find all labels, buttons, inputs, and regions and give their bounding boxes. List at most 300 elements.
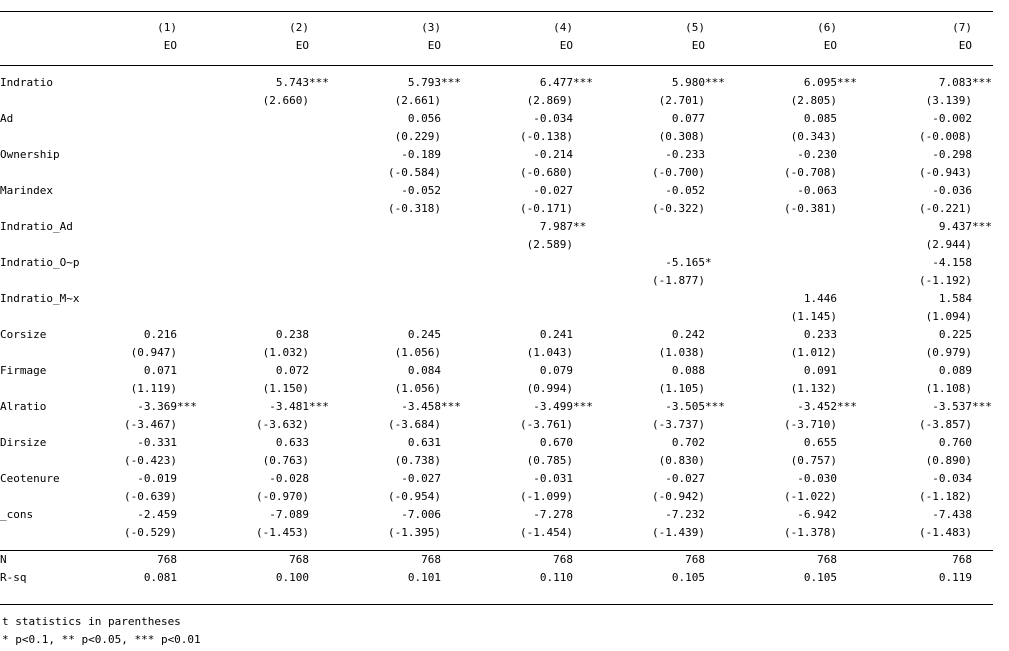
significance-stars: ** <box>573 220 587 233</box>
stat-value: 768 <box>421 553 441 566</box>
variable-name: Indratio_Ad <box>0 220 73 233</box>
coefficient-cell <box>330 362 462 380</box>
table-row-stat <box>0 551 993 569</box>
coefficient-cell <box>726 362 858 380</box>
significance-stars: *** <box>573 76 593 89</box>
coefficient-cell <box>198 398 330 416</box>
coefficient-cell <box>726 398 858 416</box>
t-statistic-cell: (-3.710) <box>784 418 837 431</box>
coefficient-cell <box>198 506 330 524</box>
coefficient-cell <box>66 326 198 344</box>
significance-stars: *** <box>972 400 992 413</box>
t-statistic-cell <box>462 272 594 290</box>
significance-stars: *** <box>309 76 329 89</box>
t-statistic-cell: (-0.942) <box>652 490 705 503</box>
t-statistic-cell: (2.869) <box>526 94 573 107</box>
variable-name: _cons <box>0 508 34 521</box>
coefficient-value: 0.702 <box>671 436 705 449</box>
t-statistic-cell: (2.589) <box>526 238 573 251</box>
variable-name-empty <box>0 164 66 182</box>
header-corner <box>0 37 66 55</box>
variable-name: Marindex <box>0 184 53 197</box>
variable-name: Corsize <box>0 328 47 341</box>
coefficient-value: -3.458 <box>401 400 441 413</box>
stat-value: 0.101 <box>407 571 441 584</box>
t-statistic-cell: (0.229) <box>394 130 441 143</box>
coefficient-cell <box>462 290 594 308</box>
coefficient-cell <box>726 74 858 92</box>
t-statistic-cell <box>726 236 858 254</box>
t-statistic-cell: (-0.008) <box>919 130 972 143</box>
t-statistic-cell: (-0.970) <box>256 490 309 503</box>
t-statistic-cell <box>66 308 198 326</box>
coefficient-value: -0.052 <box>665 184 705 197</box>
t-statistic-cell: (0.785) <box>526 454 573 467</box>
significance-stars: *** <box>705 76 725 89</box>
stat-value: 768 <box>817 553 837 566</box>
variable-name: Ownership <box>0 148 60 161</box>
coefficient-cell <box>858 218 993 236</box>
coefficient-value: -7.438 <box>932 508 972 521</box>
coefficient-cell <box>330 434 462 452</box>
coefficient-cell <box>462 182 594 200</box>
t-statistic-cell: (-1.192) <box>919 274 972 287</box>
coefficient-value: -0.034 <box>533 112 573 125</box>
t-statistic-cell: (-0.221) <box>919 202 972 215</box>
t-statistic-cell: (-1.378) <box>784 526 837 539</box>
coefficient-cell <box>858 146 993 164</box>
t-statistic-cell <box>594 308 726 326</box>
stat-value: 0.105 <box>803 571 837 584</box>
coefficient-cell <box>330 470 462 488</box>
t-statistic-cell: (2.944) <box>925 238 972 251</box>
coefficient-cell <box>858 254 993 272</box>
t-statistic-cell: (2.805) <box>790 94 837 107</box>
coefficient-value: 0.088 <box>671 364 705 377</box>
table-row-coefficient <box>0 74 993 92</box>
coefficient-value: 0.633 <box>275 436 309 449</box>
coefficient-cell <box>330 290 462 308</box>
coefficient-cell <box>594 434 726 452</box>
variable-name-empty <box>0 452 66 470</box>
table-row-tstat <box>0 344 993 362</box>
t-statistic-cell <box>330 236 462 254</box>
dependent-variable: EO <box>427 39 441 52</box>
table-row-coefficient <box>0 434 993 452</box>
coefficient-value: -3.537 <box>932 400 972 413</box>
significance-stars: *** <box>972 76 992 89</box>
t-statistic-cell <box>198 308 330 326</box>
spacer-before-stats <box>0 542 993 551</box>
coefficient-value: -0.030 <box>797 472 837 485</box>
t-statistic-cell: (0.994) <box>526 382 573 395</box>
model-number: (2) <box>289 21 309 34</box>
coefficient-value: 0.670 <box>539 436 573 449</box>
coefficient-value: -0.036 <box>932 184 972 197</box>
variable-name: Indratio_M~x <box>0 292 80 305</box>
table-row-stat <box>0 569 993 587</box>
coefficient-cell <box>330 146 462 164</box>
model-number: (1) <box>157 21 177 34</box>
t-statistic-cell: (-0.639) <box>124 490 177 503</box>
table-row-tstat <box>0 272 993 290</box>
significance-stars: *** <box>441 76 461 89</box>
t-statistic-cell <box>66 236 198 254</box>
coefficient-cell <box>726 506 858 524</box>
coefficient-cell <box>594 326 726 344</box>
table-row-coefficient <box>0 470 993 488</box>
t-statistic-cell: (-3.632) <box>256 418 309 431</box>
dependent-variable: EO <box>823 39 837 52</box>
variable-name-empty <box>0 128 66 146</box>
coefficient-cell <box>66 398 198 416</box>
coefficient-value: 5.743 <box>275 76 309 89</box>
coefficient-value: 0.077 <box>671 112 705 125</box>
t-statistic-cell: (-3.761) <box>520 418 573 431</box>
coefficient-cell <box>858 326 993 344</box>
coefficient-cell <box>462 434 594 452</box>
variable-name-empty <box>0 308 66 326</box>
coefficient-value: -0.028 <box>269 472 309 485</box>
coefficient-value: -7.232 <box>665 508 705 521</box>
table-row-coefficient <box>0 146 993 164</box>
notes-line-significance: * p<0.1, ** p<0.05, *** p<0.01 <box>2 633 201 646</box>
variable-name-empty <box>0 272 66 290</box>
coefficient-cell <box>594 398 726 416</box>
coefficient-cell <box>726 182 858 200</box>
significance-stars: *** <box>309 400 329 413</box>
t-statistic-cell: (1.132) <box>790 382 837 395</box>
variable-name-empty <box>0 380 66 398</box>
variable-name: Indratio <box>0 76 53 89</box>
coefficient-value: 7.083 <box>938 76 972 89</box>
coefficient-value: -7.006 <box>401 508 441 521</box>
coefficient-cell <box>66 182 198 200</box>
coefficient-cell <box>66 110 198 128</box>
coefficient-cell <box>726 110 858 128</box>
stat-value: 0.119 <box>938 571 972 584</box>
coefficient-cell <box>66 434 198 452</box>
t-statistic-cell: (-0.584) <box>388 166 441 179</box>
coefficient-cell <box>858 398 993 416</box>
table-row-coefficient <box>0 182 993 200</box>
t-statistic-cell: (1.105) <box>658 382 705 395</box>
coefficient-cell <box>330 506 462 524</box>
stat-value: 0.100 <box>275 571 309 584</box>
t-statistic-cell: (0.308) <box>658 130 705 143</box>
t-statistic-cell: (-1.395) <box>388 526 441 539</box>
coefficient-value: -3.369 <box>137 400 177 413</box>
coefficient-cell <box>330 398 462 416</box>
variable-name: Dirsize <box>0 436 47 449</box>
coefficient-value: 1.584 <box>938 292 972 305</box>
t-statistic-cell: (1.094) <box>925 310 972 323</box>
coefficient-cell <box>594 146 726 164</box>
coefficient-value: 0.216 <box>143 328 177 341</box>
t-statistic-cell: (-3.684) <box>388 418 441 431</box>
table-row-tstat <box>0 380 993 398</box>
coefficient-cell <box>198 218 330 236</box>
coefficient-value: 0.071 <box>143 364 177 377</box>
coefficient-cell <box>330 74 462 92</box>
t-statistic-cell <box>66 164 198 182</box>
variable-name-empty <box>0 524 66 542</box>
notes-line-tstat: t statistics in parentheses <box>2 615 181 628</box>
coefficient-value: -0.052 <box>401 184 441 197</box>
t-statistic-cell: (-0.954) <box>388 490 441 503</box>
coefficient-cell <box>462 470 594 488</box>
coefficient-cell <box>726 218 858 236</box>
coefficient-value: -0.027 <box>401 472 441 485</box>
coefficient-cell <box>198 470 330 488</box>
table-row-tstat <box>0 308 993 326</box>
significance-stars: *** <box>837 76 857 89</box>
coefficient-value: -0.002 <box>932 112 972 125</box>
variable-name-empty <box>0 236 66 254</box>
coefficient-value: -6.942 <box>797 508 837 521</box>
stat-value: 768 <box>952 553 972 566</box>
coefficient-value: -0.214 <box>533 148 573 161</box>
t-statistic-cell: (2.660) <box>262 94 309 107</box>
model-number: (3) <box>421 21 441 34</box>
variable-name: Alratio <box>0 400 47 413</box>
coefficient-cell <box>330 182 462 200</box>
model-number: (4) <box>553 21 573 34</box>
t-statistic-cell: (0.890) <box>925 454 972 467</box>
significance-stars: * <box>705 256 712 269</box>
significance-stars: *** <box>705 400 725 413</box>
dependent-variable: EO <box>958 39 972 52</box>
coefficient-value: 0.079 <box>539 364 573 377</box>
coefficient-cell <box>66 362 198 380</box>
t-statistic-cell: (0.979) <box>925 346 972 359</box>
coefficient-value: -0.230 <box>797 148 837 161</box>
variable-name: Ceotenure <box>0 472 60 485</box>
coefficient-cell <box>858 362 993 380</box>
t-statistic-cell: (0.343) <box>790 130 837 143</box>
dependent-variable: EO <box>691 39 705 52</box>
coefficient-value: -5.165 <box>665 256 705 269</box>
t-statistic-cell: (-0.700) <box>652 166 705 179</box>
coefficient-value: 0.655 <box>803 436 837 449</box>
model-number: (5) <box>685 21 705 34</box>
significance-stars: *** <box>972 220 992 233</box>
model-number: (6) <box>817 21 837 34</box>
variable-name-empty <box>0 200 66 218</box>
coefficient-value: 1.446 <box>803 292 837 305</box>
coefficient-cell <box>594 218 726 236</box>
coefficient-cell <box>198 110 330 128</box>
coefficient-value: 7.987 <box>539 220 573 233</box>
t-statistic-cell: (1.108) <box>925 382 972 395</box>
coefficient-value: -3.499 <box>533 400 573 413</box>
coefficient-value: 0.085 <box>803 112 837 125</box>
coefficient-value: 0.241 <box>539 328 573 341</box>
variable-name: Ad <box>0 112 14 125</box>
table-row-coefficient <box>0 326 993 344</box>
coefficient-value: -3.505 <box>665 400 705 413</box>
coefficient-cell <box>198 290 330 308</box>
coefficient-value: -3.452 <box>797 400 837 413</box>
t-statistic-cell: (0.738) <box>394 454 441 467</box>
t-statistic-cell <box>66 272 198 290</box>
stat-value: 768 <box>685 553 705 566</box>
coefficient-value: -0.027 <box>533 184 573 197</box>
t-statistic-cell: (-0.943) <box>919 166 972 179</box>
coefficient-cell <box>594 182 726 200</box>
t-statistic-cell: (-0.381) <box>784 202 837 215</box>
coefficient-cell <box>198 434 330 452</box>
coefficient-cell <box>462 110 594 128</box>
t-statistic-cell: (-0.318) <box>388 202 441 215</box>
coefficient-cell <box>858 470 993 488</box>
coefficient-value: 0.091 <box>803 364 837 377</box>
t-statistic-cell: (0.763) <box>262 454 309 467</box>
coefficient-cell <box>330 218 462 236</box>
coefficient-value: 0.089 <box>938 364 972 377</box>
coefficient-cell <box>594 470 726 488</box>
coefficient-cell <box>66 506 198 524</box>
table-row-tstat <box>0 524 993 542</box>
t-statistic-cell <box>66 128 198 146</box>
variable-name-empty <box>0 92 66 110</box>
coefficient-value: 0.072 <box>275 364 309 377</box>
coefficient-cell <box>594 110 726 128</box>
t-statistic-cell <box>198 200 330 218</box>
table-row-coefficient <box>0 506 993 524</box>
coefficient-cell <box>858 434 993 452</box>
t-statistic-cell <box>198 128 330 146</box>
coefficient-cell <box>462 398 594 416</box>
header-corner <box>0 19 66 37</box>
coefficient-value: -4.158 <box>932 256 972 269</box>
t-statistic-cell: (-1.453) <box>256 526 309 539</box>
t-statistic-cell: (3.139) <box>925 94 972 107</box>
t-statistic-cell: (0.757) <box>790 454 837 467</box>
coefficient-cell <box>198 254 330 272</box>
coefficient-value: 0.225 <box>938 328 972 341</box>
table-row-coefficient <box>0 362 993 380</box>
table-row-tstat <box>0 128 993 146</box>
significance-stars: *** <box>837 400 857 413</box>
variable-name: Firmage <box>0 364 47 377</box>
coefficient-cell <box>198 326 330 344</box>
bottom-rule <box>0 604 993 605</box>
t-statistic-cell: (-1.022) <box>784 490 837 503</box>
t-statistic-cell: (-0.138) <box>520 130 573 143</box>
coefficient-cell <box>858 506 993 524</box>
coefficient-value: -2.459 <box>137 508 177 521</box>
stat-value: 0.105 <box>671 571 705 584</box>
t-statistic-cell <box>594 236 726 254</box>
coefficient-cell <box>594 74 726 92</box>
table-row-coefficient <box>0 254 993 272</box>
coefficient-cell <box>66 290 198 308</box>
t-statistic-cell: (-0.322) <box>652 202 705 215</box>
table-notes <box>2 613 201 649</box>
coefficient-cell <box>726 326 858 344</box>
coefficient-value: 0.056 <box>407 112 441 125</box>
significance-stars: *** <box>573 400 593 413</box>
t-statistic-cell: (1.012) <box>790 346 837 359</box>
t-statistic-cell: (-0.529) <box>124 526 177 539</box>
coefficient-value: 0.238 <box>275 328 309 341</box>
coefficient-value: -0.031 <box>533 472 573 485</box>
coefficient-cell <box>594 254 726 272</box>
dependent-variable: EO <box>559 39 573 52</box>
coefficient-value: 0.242 <box>671 328 705 341</box>
coefficient-value: 5.793 <box>407 76 441 89</box>
coefficient-cell <box>198 182 330 200</box>
coefficient-value: -7.089 <box>269 508 309 521</box>
t-statistic-cell: (1.056) <box>394 382 441 395</box>
coefficient-cell <box>858 110 993 128</box>
spacer-after-header <box>0 55 993 74</box>
t-statistic-cell: (2.661) <box>394 94 441 107</box>
t-statistic-cell <box>330 308 462 326</box>
coefficient-cell <box>198 146 330 164</box>
t-statistic-cell: (0.947) <box>130 346 177 359</box>
t-statistic-cell: (-1.182) <box>919 490 972 503</box>
t-statistic-cell: (1.032) <box>262 346 309 359</box>
coefficient-cell <box>66 470 198 488</box>
t-statistic-cell: (-3.467) <box>124 418 177 431</box>
coefficient-cell <box>462 146 594 164</box>
t-statistic-cell: (-0.423) <box>124 454 177 467</box>
table-row-coefficient <box>0 290 993 308</box>
stat-name: R-sq <box>0 571 27 584</box>
t-statistic-cell: (1.043) <box>526 346 573 359</box>
coefficient-value: 0.233 <box>803 328 837 341</box>
coefficient-cell <box>462 326 594 344</box>
coefficient-value: -0.233 <box>665 148 705 161</box>
table-row-tstat <box>0 416 993 434</box>
t-statistic-cell: (1.056) <box>394 346 441 359</box>
t-statistic-cell: (-0.171) <box>520 202 573 215</box>
coefficient-cell <box>726 146 858 164</box>
variable-name-empty <box>0 488 66 506</box>
t-statistic-cell: (-1.877) <box>652 274 705 287</box>
coefficient-cell <box>330 254 462 272</box>
t-statistic-cell: (1.119) <box>130 382 177 395</box>
significance-stars: *** <box>177 400 197 413</box>
t-statistic-cell: (-0.708) <box>784 166 837 179</box>
coefficient-cell <box>858 74 993 92</box>
table-row-tstat <box>0 164 993 182</box>
coefficient-value: -0.019 <box>137 472 177 485</box>
coefficient-cell <box>66 146 198 164</box>
t-statistic-cell <box>198 236 330 254</box>
coefficient-cell <box>66 254 198 272</box>
spacer-top <box>0 0 993 19</box>
coefficient-cell <box>66 74 198 92</box>
table-row-tstat <box>0 488 993 506</box>
coefficient-cell <box>858 290 993 308</box>
dependent-variable: EO <box>295 39 309 52</box>
coefficient-value: 5.980 <box>671 76 705 89</box>
dependent-variable: EO <box>163 39 177 52</box>
t-statistic-cell: (2.701) <box>658 94 705 107</box>
table-row-tstat <box>0 200 993 218</box>
coefficient-value: 6.477 <box>539 76 573 89</box>
coefficient-cell <box>726 254 858 272</box>
t-statistic-cell: (-3.857) <box>919 418 972 431</box>
coefficient-cell <box>462 74 594 92</box>
coefficient-cell <box>462 254 594 272</box>
header-row-dependent-variables <box>0 37 993 55</box>
t-statistic-cell <box>66 92 198 110</box>
t-statistic-cell: (-1.483) <box>919 526 972 539</box>
